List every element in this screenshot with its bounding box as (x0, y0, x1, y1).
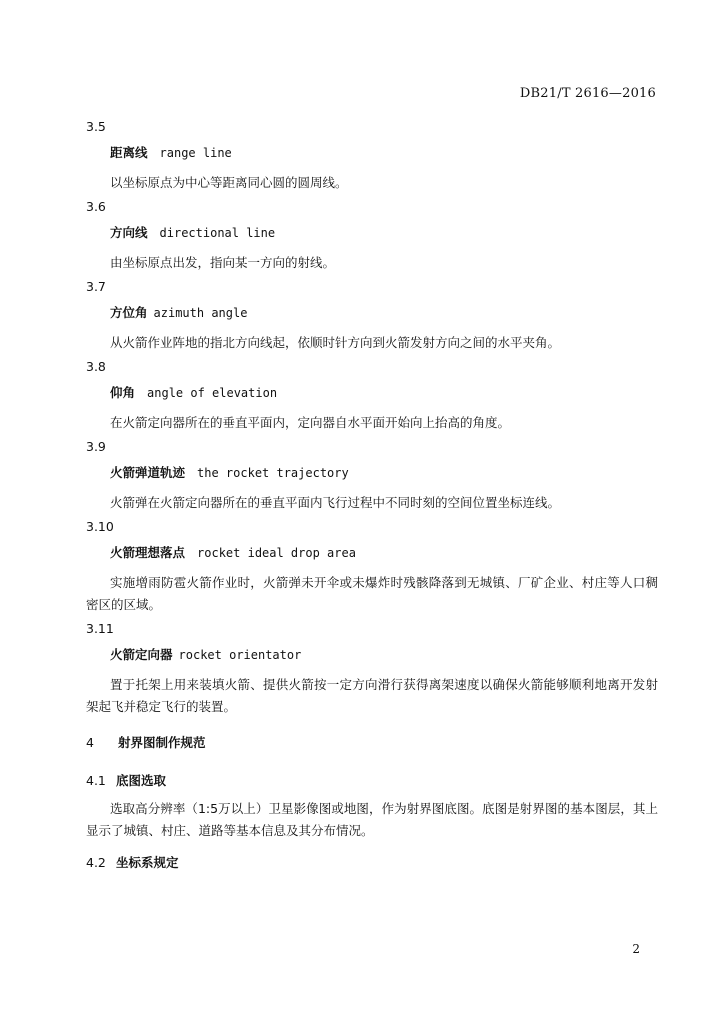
term-zh: 火箭定向器 (110, 647, 173, 662)
subsection-text: 选取高分辨率（1:5万以上）卫星影像图或地图，作为射界图底图。底图是射界图的基本图层，其上显示了城镇、村庄、道路等基本信息及其分布情况。 (86, 801, 658, 838)
term-zh: 火箭理想落点 (110, 545, 186, 560)
term-entry (86, 358, 658, 434)
term-title (110, 644, 658, 674)
section-heading (86, 732, 658, 760)
term-entry (86, 438, 658, 514)
term-number: 3.7 (86, 279, 106, 294)
section-title: 射界图制作规范 (118, 735, 206, 750)
term-title (110, 302, 658, 332)
term-number: 3.6 (86, 199, 106, 214)
term-definition: 以坐标原点为中心等距离同心圆的圆周线。 (110, 175, 348, 190)
term-number: 3.5 (86, 119, 106, 134)
subsection-heading (86, 852, 658, 880)
term-zh: 距离线 (110, 145, 148, 160)
term-en: angle of elevation (147, 386, 278, 400)
term-title (110, 382, 658, 412)
page-number: 2 (632, 942, 640, 956)
term-title (110, 142, 658, 172)
subsection-number: 4.1 (86, 773, 106, 788)
term-en: rocket orientator (178, 648, 302, 662)
term-entry (86, 278, 658, 354)
subsection-heading (86, 770, 658, 798)
term-entry (86, 518, 658, 616)
document-code: DB21/T 2616—2016 (519, 86, 656, 101)
term-en: range line (159, 146, 232, 160)
term-number: 3.9 (86, 439, 106, 454)
term-number: 3.8 (86, 359, 106, 374)
subsection-title: 坐标系规定 (116, 855, 179, 870)
document-body (86, 118, 658, 880)
term-definition: 实施增雨防雹火箭作业时，火箭弹未开伞或未爆炸时残骸降落到无城镇、厂矿企业、村庄等人口稠密区的区域。 (86, 575, 658, 612)
term-en: azimuth angle (153, 306, 248, 320)
term-zh: 火箭弹道轨迹 (110, 465, 186, 480)
term-definition: 由坐标原点出发，指向某一方向的射线。 (110, 255, 336, 270)
term-entry (86, 620, 658, 718)
term-title (110, 462, 658, 492)
term-zh: 方向线 (110, 225, 148, 240)
term-number: 3.11 (86, 621, 114, 636)
term-number: 3.10 (86, 519, 114, 534)
term-definition: 火箭弹在火箭定向器所在的垂直平面内飞行过程中不同时刻的空间位置坐标连线。 (110, 495, 561, 510)
term-definition: 在火箭定向器所在的垂直平面内，定向器自水平面开始向上抬高的角度。 (110, 415, 511, 430)
term-entry (86, 198, 658, 274)
term-en: the rocket trajectory (197, 466, 349, 480)
term-definition: 从火箭作业阵地的指北方向线起，依顺时针方向到火箭发射方向之间的水平夹角。 (110, 335, 561, 350)
term-zh: 方位角 (110, 305, 148, 320)
subsection-title: 底图选取 (116, 773, 167, 788)
term-title (110, 222, 658, 252)
term-en: rocket ideal drop area (197, 546, 356, 560)
term-definition: 置于托架上用来装填火箭、提供火箭按一定方向滑行获得离架速度以确保火箭能够顺利地离开发射架起飞并稳定飞行的装置。 (86, 677, 658, 714)
section-number: 4 (86, 735, 94, 750)
term-title (110, 542, 658, 572)
term-entry (86, 118, 658, 194)
term-zh: 仰角 (110, 385, 136, 400)
subsection-number: 4.2 (86, 855, 106, 870)
header-divider (86, 107, 658, 108)
term-en: directional line (159, 226, 276, 240)
